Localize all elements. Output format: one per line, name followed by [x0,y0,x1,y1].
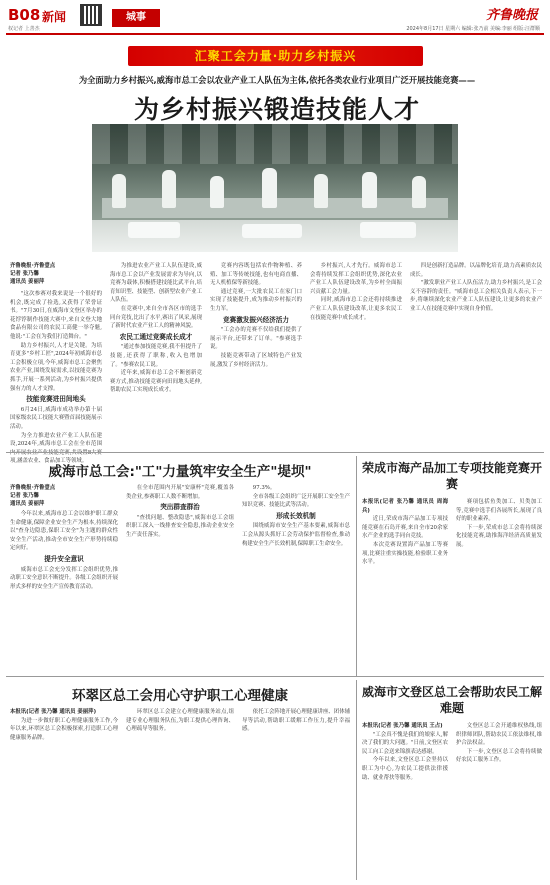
section-divider-1 [6,452,544,453]
lead-column-5: 四是创新打造品牌。以品牌化培育,助力高素质农民成长。 "激发职业产业工人队伍活力,助力乡村振兴,是工会义不容辞的责任。"威海市总工会相关负责人表示,下一步,将继续深化农业产业工人队伍建设,让更多的农业产业工人在技能竞赛中实现自身价值。 [410,263,542,312]
editor-line: 权记者 上善杰 [8,26,40,32]
article2-column-1: 今年以来,威海市总工会以维护职工群众生命健康,保障企业安全生产为根本,持续深化以"查身边隐患,保职工安全"为主题的群众性安全生产活动,推动全市安全生产形势持续稳定向好。 提升安全意识 威海市总工会充分发挥工会组织优势,推动职工安全意识不断提升。各级工会组织开展形式多样的安全生产宣传教育活动。 [10,511,118,590]
lead-column-2: 为推进农业产业工人队伍建设,威海市总工会以产业发展需求为导向,以竞赛为载体,积极搭建技能比武平台,培育知识型、技能型、创新型农业产业工人队伍。 在竞赛中,来自全市各区市的选手同台竞技,比出了水平,赛出了风采,展现了新时代农业产业工人的精神风貌。 农民工通过竞赛成长成才 "通过参加技能竞赛,我不但提升了技能,还获得了职称,收入也增加了。"参赛农民工说。 近年来,威海市总工会不断创新竞赛方式,推动技能竞赛向田间地头延伸,帮助农民工实现成长成才。 [110,263,202,394]
lead-byline: 齐鲁晚报·齐鲁壹点 记者 张乃馨 通讯员 姜丽萍 [10,263,56,285]
article2-byline: 齐鲁晚报·齐鲁壹点 记者 张乃馨 通讯员 姜丽萍 [10,485,56,507]
article5-column-1: 本报讯(记者 张乃馨 通讯员 王占) "工会真不愧是我们的娘家人,解决了我们的大问题。"日前,文登区农民工向工会送来锦旗表达感谢。 今年以来,文登区总工会坚持以职工为中心,为农民工提供法律援助、就业帮扶等服务。 [362,723,448,781]
article3-column-1: 本报讯(记者 张乃馨 通讯员 周海兵) 近日,荣成市海产品加工专项技能竞赛在石岛开赛,来自全市20余家水产企业的选手同台竞技。 本次竞赛设置海产品加工等赛项,比赛注重实操技能,检验职工业务水平。 [362,499,448,566]
qr-code-icon [80,4,102,26]
brand-logo: 齐鲁晚报 [486,8,539,23]
article5-headline: 威海市文登区总工会帮助农民工解难题 [362,685,543,715]
article2-subhead-1: 提升安全意识 [44,554,84,563]
header-meta: 2024年8月17日 星期六 编辑:张乃前 美编:李丽 组版:汪群顺 [406,26,540,32]
lead-column-4: 乡村振兴,人才先行。威海市总工会将持续发挥工会组织优势,深化农业产业工人队伍建设改革,为乡村全面振兴贡献工会力量。 同时,威海市总工会还将持续推进产业工人队伍建设改革,让更多农民工在技能竞赛中成长成才。 [310,263,402,321]
article2-subhead-2: 突出群查群治 [160,503,200,512]
article4-headline: 环翠区总工会用心守护职工心理健康 [72,688,288,704]
article3-headline: 荣成市海产品加工专项技能竞赛开赛 [362,461,543,491]
page-number: B08 [8,6,41,24]
lead-photo [92,124,458,252]
lead-subhead-1: 技能竞赛进田间地头 [26,395,86,404]
vertical-divider [356,456,357,676]
theme-banner-text: 汇聚工会力量·助力乡村振兴 [194,49,357,63]
article4-column-1: 本报讯(记者 张乃馨 通讯员 姜丽萍) 为进一步做好职工心理健康服务工作,今年以来,环翠区总工会积极探索,打造职工心理健康服务品牌。 [10,709,118,741]
lead-subhead-3: 竞赛激发振兴经济活力 [223,315,289,324]
article2-column-3: 97.3%。 全市各级工会组织广泛开展职工安全生产知识竞赛、技能比武等活动。 形成长效机制 围绕威海市安全生产基本要素,威海市总工会从源头抓好工会劳动保护监督检查,推动构建安全生产长效机制,保障职工生命安全。 [242,485,350,547]
section-divider-2 [6,676,544,677]
vertical-divider-2 [356,680,357,880]
article2-subhead-3: 形成长效机制 [276,511,316,520]
lead-kicker: 为全面助力乡村振兴,威海市总工会以农业产业工人队伍为主体,依托各类农业行业项目广泛开展技能竞赛—— [78,75,476,85]
lead-subhead-2: 农民工通过竞赛成长成才 [119,332,193,341]
article4-column-3: 依托工会阵地开展心理健康讲座、团体辅导等活动,帮助职工缓解工作压力,提升幸福感。 [242,709,350,733]
lead-column-1: "这次参赛对我来说是一个很好的机会,既完成了捡选,又获得了荣誉证书。"7月30日,在威海市文登区举办的花饽饽制作技能大赛中,来自文登大地食品有限公司的农民工高健一举夺魁,他说:"工会在为我们打造舞台。" 助力乡村振兴,人才是关键。为培育更多"乡村工匠",2024年初威海市总工会积极立项,今年,威海市总工会聚焦农业产业,围绕发展需求,以技能竞赛为抓手,开展一系列活动,为乡村振兴提供强有力的人才支撑。 技能竞赛进田间地头 6月24日,威海市成功举办第十届国家级农民工技能大赛暨首届技能展示活动。 为全力推进农业产业工人队伍建设,2024年,威海市总工会在全市范围 项,涵盖农业、食品加工等领域。 [10,291,102,465]
article2-headline: 威海市总工会:"工"力量筑牢安全生产"堤坝" [48,464,312,480]
header-rule [6,33,544,35]
section-name: 新闻 [42,10,67,24]
article4-column-2: 环翠区总工会建立心理健康服务站点,组建专业心理服务队伍,为职工提供心理咨询、心理疏导等服务。 [126,709,234,733]
article5-column-2: 文登区总工会开通维权热线,组织律师团队,帮助农民工依法维权,维护合法权益。 下一步,文登区总工会将持续做好农民工服务工作。 [456,723,542,764]
channel-tag: 城事 [112,9,160,27]
lead-headline: 为乡村振兴锻造技能人才 [133,95,420,124]
article3-column-2: 赛项包括鱼类加工、贝类加工等,竞赛中选手们各展所长,展现了良好的职业素养。 下一步,荣成市总工会将持续深化技能竞赛,助推海洋经济高质量发展。 [456,499,542,548]
lead-column-3: 竞赛内容既包括农作物种植、养殖、加工等传统技能,也有电商直播、无人机植保等新技能。 通过竞赛,一大批农民工在家门口实现了技能提升,成为推动乡村振兴的生力军。 竞赛激发振兴经济活力 "工会办的竞赛不仅给我们提供了展示平台,还带来了订单。"参赛选手说。 技能竞赛带动了区域特色产业发展,激发了乡村经济活力。 [210,263,302,368]
article2-column-2: 在全市范围内开展"安康杯"竞赛,覆盖各类企业,参赛职工人数不断增加。 突出群查群治 "查找问题、整改隐患",威海市总工会组织职工深入一线排查安全隐患,推动企业安全生产责任落实。 [126,485,234,538]
